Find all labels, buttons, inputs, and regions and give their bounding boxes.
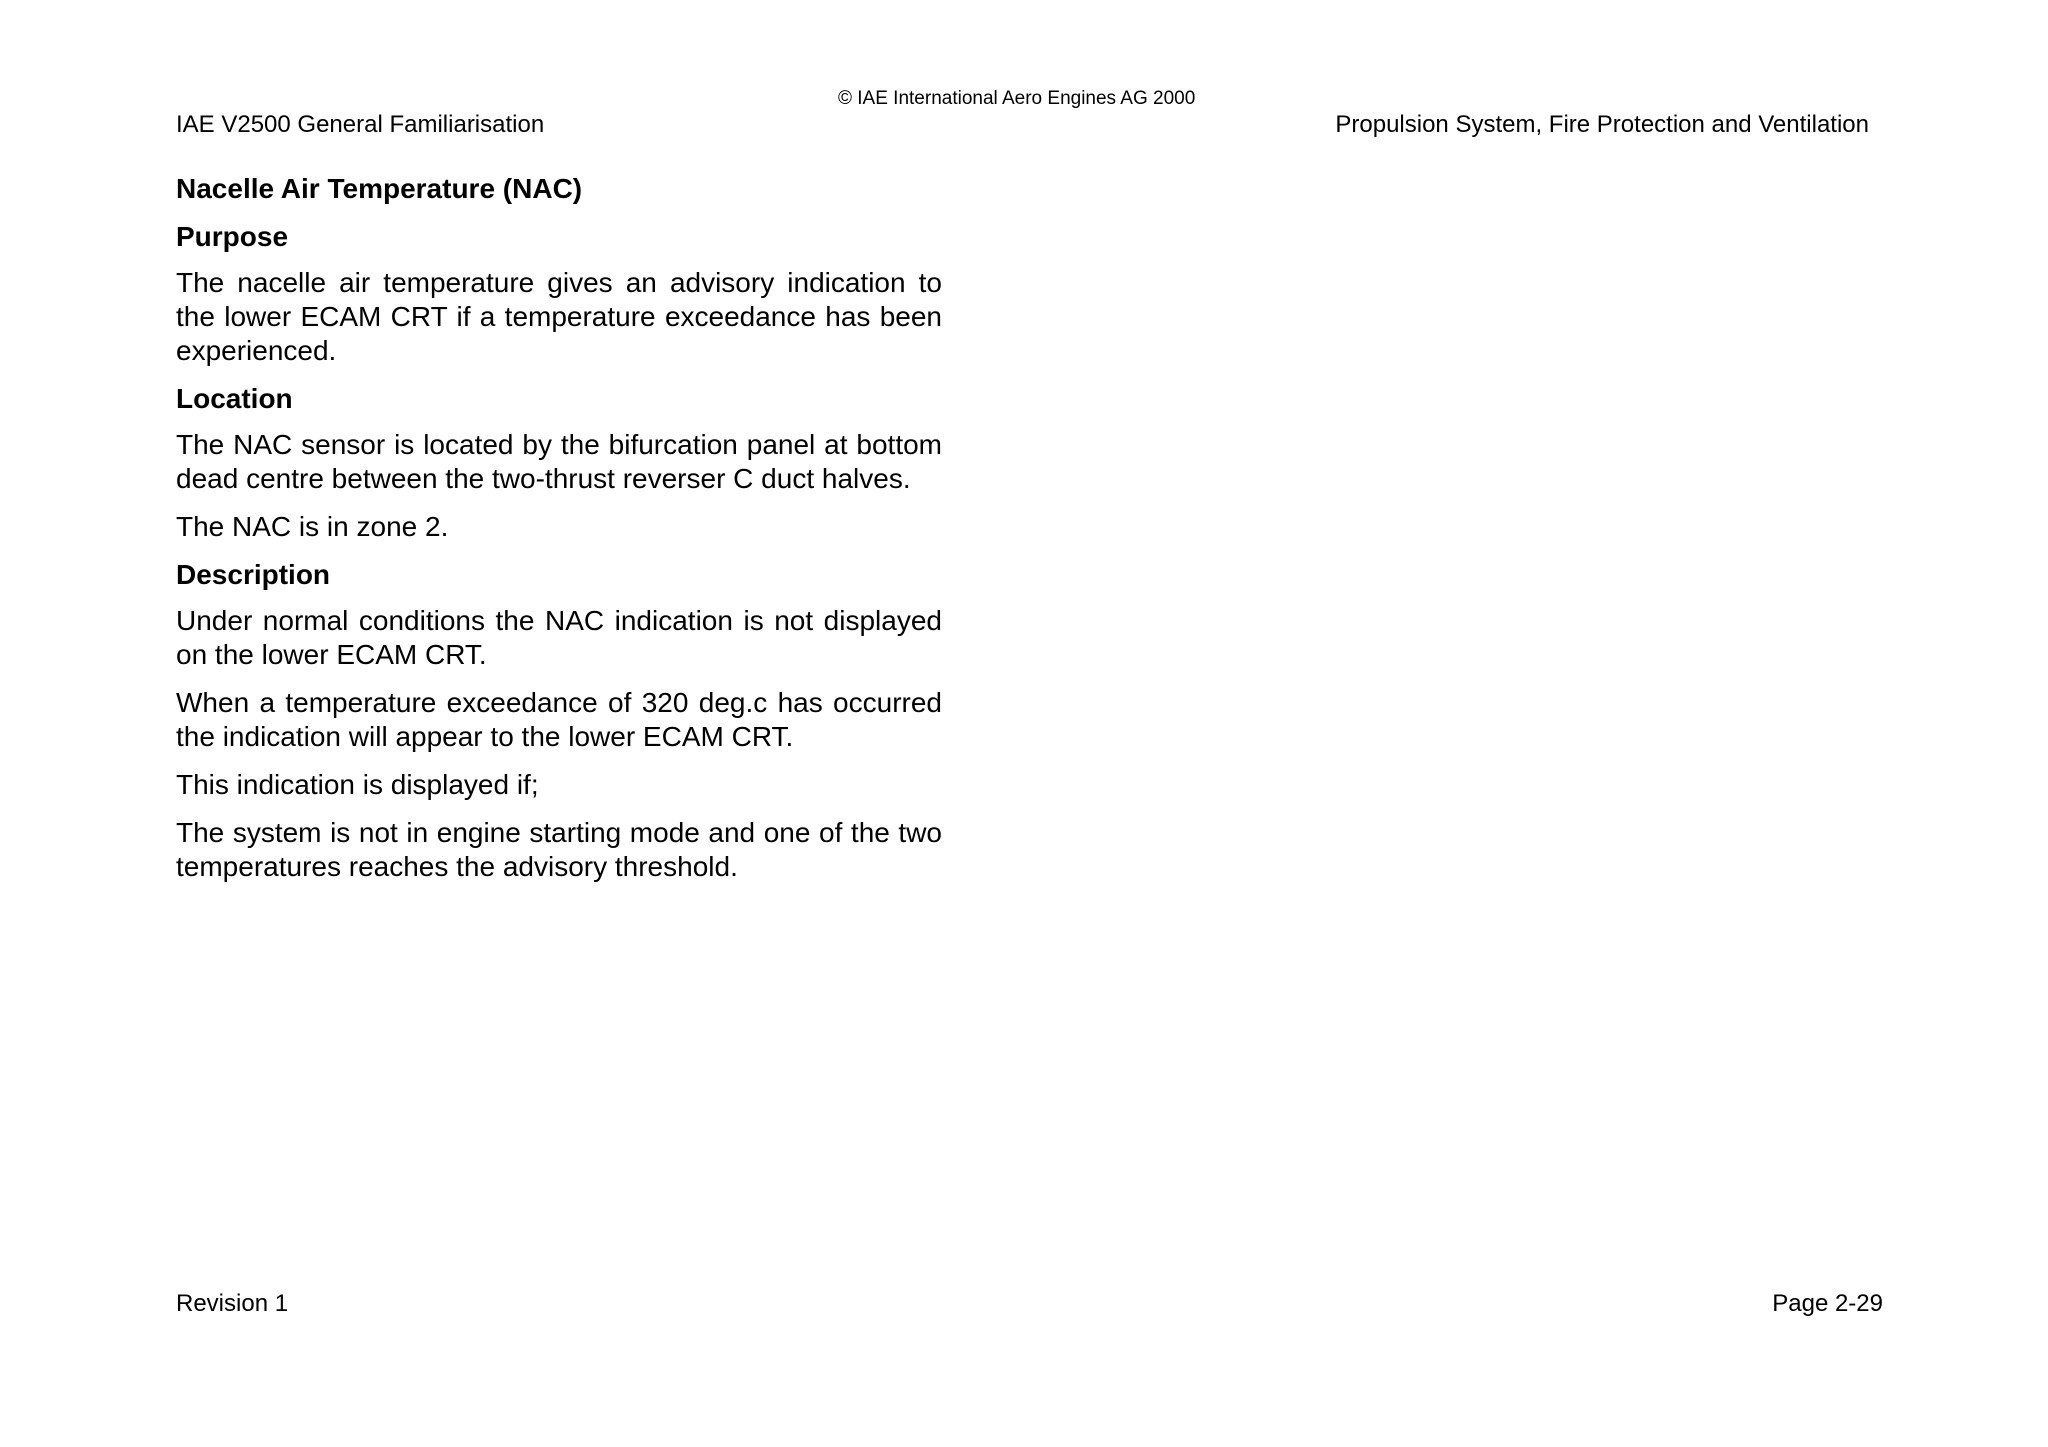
- paragraph: The NAC is in zone 2.: [176, 511, 449, 542]
- footer-page-number: Page 2-29: [1772, 1290, 1883, 1317]
- section-heading: Description: [176, 559, 331, 590]
- paragraph: The nacelle air temperature gives an advisory indication to the lower ECAM CRT if a temperature exceedance has been experienced.: [176, 267, 942, 366]
- section-heading: Location: [176, 383, 293, 414]
- section-purpose: [176, 220, 942, 368]
- paragraph: The system is not in engine starting mode and one of the two temperatures reaches the advisory threshold.: [176, 817, 942, 882]
- paragraph: Under normal conditions the NAC indication is not displayed on the lower ECAM CRT.: [176, 605, 942, 670]
- paragraph: The NAC sensor is located by the bifurcation panel at bottom dead centre between the two-thrust reverser C duct halves.: [176, 429, 942, 494]
- header-document-title: IAE V2500 General Familiarisation: [176, 111, 545, 138]
- copyright-notice: © IAE International Aero Engines AG 2000: [838, 88, 1196, 109]
- page-content: [176, 172, 942, 898]
- header-chapter-title: Propulsion System, Fire Protection and Ventilation: [1335, 111, 1869, 138]
- section-heading: Purpose: [176, 221, 289, 252]
- section-location: [176, 382, 942, 544]
- paragraph: When a temperature exceedance of 320 deg.c has occurred the indication will appear to the lower ECAM CRT.: [176, 687, 942, 752]
- page-title: Nacelle Air Temperature (NAC): [176, 173, 583, 204]
- footer-revision: Revision 1: [176, 1290, 289, 1317]
- section-description: [176, 558, 942, 884]
- paragraph: This indication is displayed if;: [176, 769, 539, 800]
